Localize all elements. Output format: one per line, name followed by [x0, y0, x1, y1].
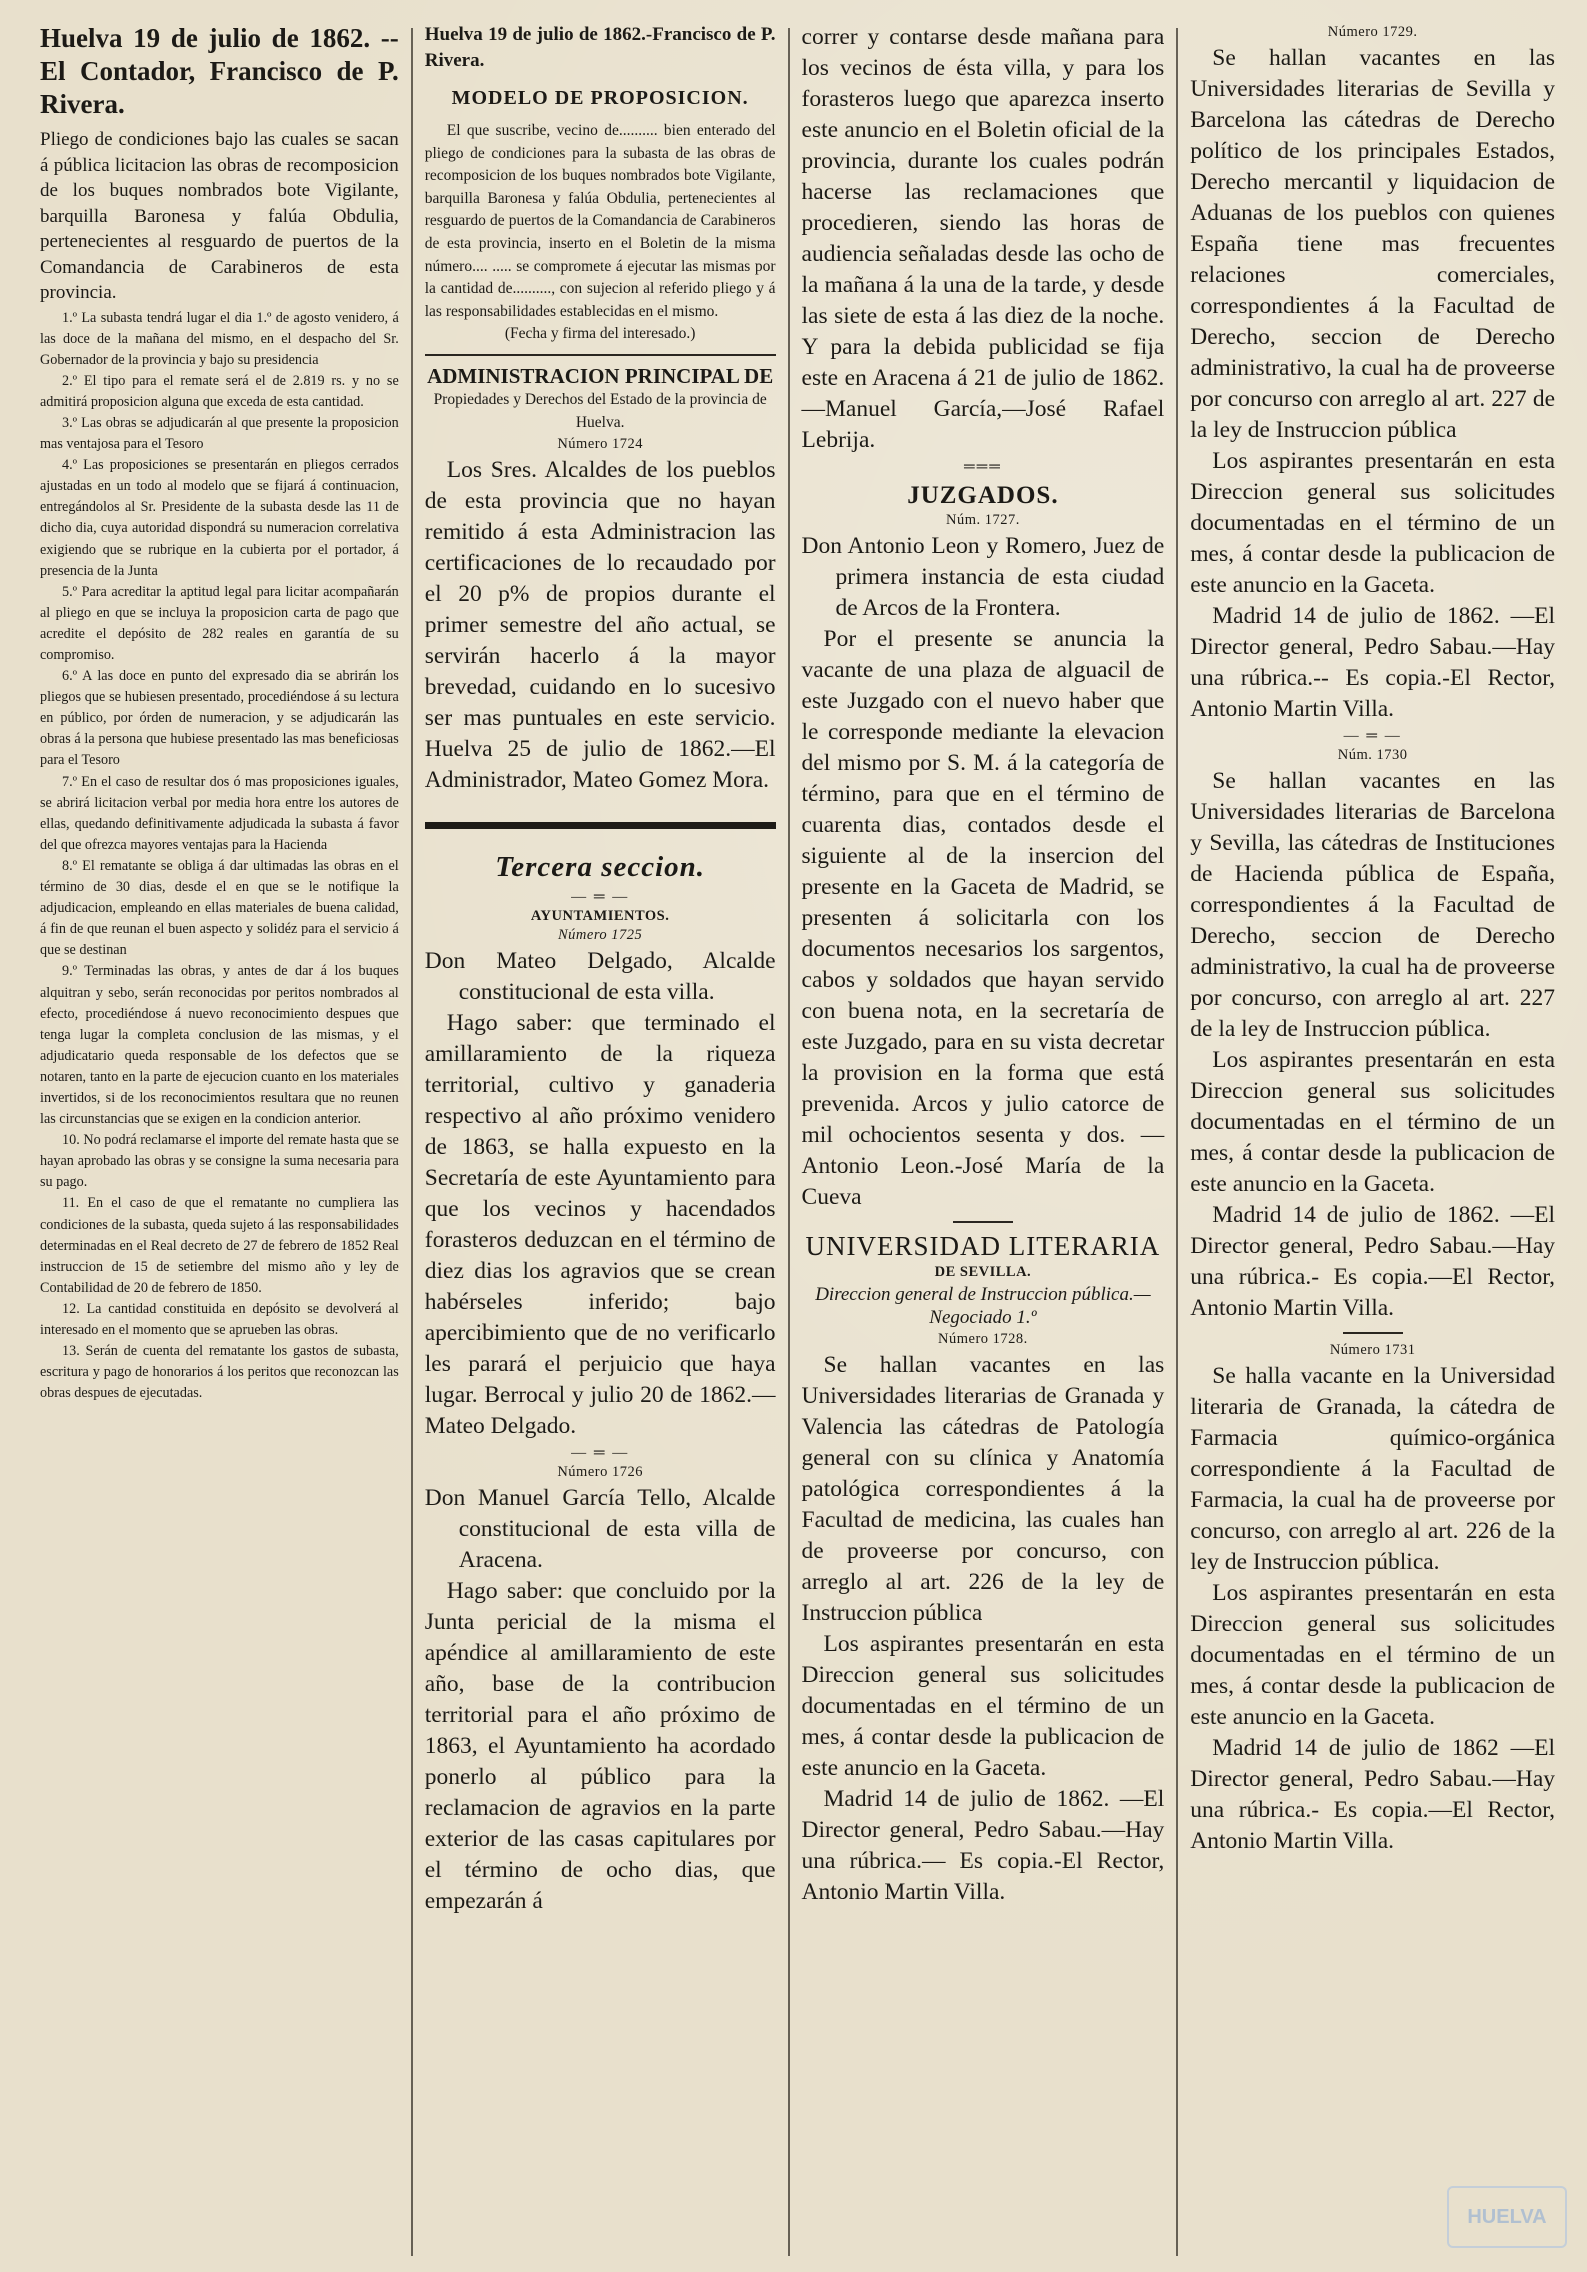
- notice-1730-aspirantes: Los aspirantes presentarán en esta Direccion general sus solicitudes documentadas en el término de un mes, á contar desde la publicacion de este anuncio en la Gaceta.: [1190, 1047, 1556, 1197]
- notice-number: Número 1728.: [938, 1331, 1028, 1347]
- notice-1725-text: Hago saber: que terminado el amillaramiento de la riqueza territorial, cultivo y ganaderia respectivo al año próximo venidero de 1863, se halla expuesto en la Secretaría de este Ayuntamiento para que los vecinos y hacendados forasteros deduzcan en el término de diez dias los agravios que se crean habérseles inferido; bajo apercibimiento que de no verificarlo les parará el perjuicio que haya lugar. Berrocal y julio 20 de 1862.—Mateo Delgado.: [424, 1010, 776, 1440]
- column-divider: [1176, 28, 1178, 2256]
- juzgado-text: Por el presente se anuncia la vacante de una plaza de alguacil de este Juzgado con el nuevo haber que le corresponde mediante la elevacion del mismo por S. M. á la categoría de término, para que en el término de cuarenta dias, contados desde el siguiente al de la insercion del presente en la Gaceta de Madrid, se presenten á solicitarla con los documentos necesarios los sargentos, cabos y soldados que hayan servido con buena nota, en la secretaría de este Juzgado, para en su vista decretar la provision en la forma que está prevenida. Arcos y julio catorce de mil ochocientos sesenta y dos. —Antonio Leon.-José María de la Cueva: [801, 626, 1165, 1210]
- ornament: — ═ —: [1343, 728, 1402, 744]
- admin-notice: Los Sres. Alcaldes de los pueblos de esta provincia que no hayan remitido á esta Administracion las certificaciones de lo recaudado por el 20 p% de propios durante el primer semestre del año actual, se servirán hacerlo á la mayor brevedad, cuidando en lo sucesivo ser mas puntuales en este servicio. Huelva 25 de julio de 1862.—El Administrador, Mateo Gomez Mora.: [424, 457, 776, 794]
- divider: [953, 1221, 1013, 1223]
- column-3: [790, 22, 1177, 2262]
- column-1: [40, 22, 411, 2262]
- notice-1731-signature: Madrid 14 de julio de 1862 —El Director general, Pedro Sabau.—Hay una rúbrica.- Es copia.—El Rector, Antonio Martin Villa.: [1190, 1735, 1556, 1854]
- clauses-list: [40, 308, 399, 1405]
- columns: [40, 22, 1567, 2262]
- divider: [425, 354, 776, 356]
- clause: 11. En el caso de que el rematante no cumpliera las condiciones de la subasta, queda sujeto á las responsabilidades determinadas en el Real decreto de 27 de febrero de 1852 Real instruccion de 15 de setiembre del mismo año y ley de Contabilidad de 20 de febrero de 1850.: [40, 1195, 399, 1296]
- clause: 8.º El rematante se obliga á dar ultimadas las obras en el término de 30 dias, desde el en que se le notifique la adjudicacion, empleando en ellas materiales de buena calidad, á fin de que reunan el buen aspecto y solidéz para el servicio á que se destinan: [40, 857, 399, 959]
- ayuntamientos-title: AYUNTAMIENTOS.: [530, 908, 670, 925]
- modelo-title: MODELO DE PROPOSICION.: [451, 87, 749, 109]
- modelo-text: El que suscribe, vecino de.......... bien enterado del pliego de condiciones para la subasta de las obras de recomposicion de los buques nombrados bote Vigilante, barquilla Baronesa y falúa Obdulia, pertenecientes al resguardo de puertos de la Comandancia de Carabineros de esta provincia, inserto en el Boletin de la misma número.... ..... se compromete á ejecutar las mismas por la cantidad de.........., con sujecion al referido pliego y á las responsabilidades establecidas en el mismo.: [424, 122, 776, 320]
- clause: 2.º El tipo para el remate será el de 2.819 rs. y no se admitirá proposicion alguna que exceda de esta cantidad.: [40, 372, 399, 410]
- notice-number: Núm. 1727.: [945, 512, 1020, 528]
- divider: [1343, 1332, 1403, 1334]
- notice-1730-signature: Madrid 14 de julio de 1862. —El Director general, Pedro Sabau.—Hay una rúbrica.- Es copia.—El Rector, Antonio Martin Villa.: [1190, 1202, 1556, 1321]
- clause: 10. No podrá reclamarse el importe del remate hasta que se hayan aprobado las obras y se consigne la suma necesaria para su pago.: [40, 1132, 399, 1191]
- universidad-subtitle: DE SEVILLA.: [934, 1264, 1032, 1280]
- juzgado-intro: Don Antonio Leon y Romero, Juez de primera instancia de esta ciudad de Arcos de la Frontera.: [801, 533, 1165, 621]
- notice-number: Núm. 1730: [1337, 747, 1408, 763]
- archive-stamp: HUELVA: [1447, 2186, 1567, 2248]
- ornament: — ═ —: [571, 1445, 630, 1462]
- direccion-general: Direccion general de Instruccion pública.—Negociado 1.º: [815, 1284, 1151, 1328]
- notice-1729-signature: Madrid 14 de julio de 1862. —El Director general, Pedro Sabau.—Hay una rúbrica.-- Es copia.-El Rector, Antonio Martin Villa.: [1190, 603, 1556, 722]
- notice-number: Número 1726: [557, 1464, 643, 1481]
- notice-1728-text: Se hallan vacantes en las Universidades literarias de Granada y Valencia las cátedras de Patología general con su clínica y Anatomía patológica correspondientes á la Facultad de medicina, las cuales han de proveerse por concurso, con arreglo al art. 226 de la ley de Instruccion pública: [801, 1352, 1165, 1626]
- notice-1728-aspirantes: Los aspirantes presentarán en esta Direccion general sus solicitudes documentadas en el término de un mes, á contar desde la publicacion de este anuncio en la Gaceta.: [801, 1631, 1165, 1781]
- column-divider: [411, 28, 413, 2256]
- pliego-title: Pliego de condiciones bajo las cuales se sacan á pública licitacion las obras de recomposicion de los buques nombrados bote Vigilante, barquilla Baronesa y falúa Obdulia, pertenecientes al resguardo de puertos de la Comandancia de Carabineros de esta provincia.: [40, 129, 399, 303]
- admin-number: Número 1724: [557, 436, 643, 453]
- clause: 4.º Las proposiciones se presentarán en pliegos cerrados ajustadas en un todo al modelo que se fijará á continuacion, entregándolos al Sr. Presidente de la subasta desde las 11 de dicho dia, cuya autoridad dispondrá su numeracion correlativa exigiendo que se rubrique en la cubierta por el portador, á presencia de la Junta: [40, 457, 399, 579]
- notice-number: Número 1725: [557, 927, 643, 944]
- notice-1726-intro: Don Manuel García Tello, Alcalde constitucional de esta villa de Aracena.: [424, 1485, 776, 1574]
- juzgados-title: JUZGADOS.: [907, 482, 1059, 509]
- notice-1731-aspirantes: Los aspirantes presentarán en esta Direccion general sus solicitudes documentadas en el término de un mes, á contar desde la publicacion de este anuncio en la Gaceta.: [1190, 1580, 1556, 1730]
- notice-1730-text: Se hallan vacantes en las Universidades literarias de Barcelona y Sevilla, las cátedras de Instituciones de Hacienda pública de España, correspondientes á la Facultad de Derecho, seccion de Derecho administrativo, la cual ha de proveerse por concurso, con arreglo al art. 227 de la ley de Instruccion pública.: [1190, 768, 1556, 1042]
- ornament: ═══: [963, 459, 1002, 475]
- modelo-sign: (Fecha y firma del interesado.): [504, 325, 696, 343]
- section-rule: [425, 822, 776, 829]
- notice-1726-continued: correr y contarse desde mañana para los vecinos de ésta villa, y para los forasteros luego que aparezca inserto este anuncio en el Boletin oficial de la provincia, durante los cuales podrán hacerse las reclamaciones que procedieren, siendo las horas de audiencia señaladas desde las ocho de la mañana á la una de la tarde, y desde las siete de esta á las diez de la noche. Y para la debida publicidad se fija este en Aracena á 21 de julio de 1862. —Manuel García,—José Rafael Lebrija.: [801, 24, 1165, 453]
- admin-title: ADMINISTRACION PRINCIPAL DE: [427, 363, 774, 388]
- notice-1731-text: Se halla vacante en la Universidad literaria de Granada, la cátedra de Farmacia químico-orgánica correspondiente á la Facultad de Farmacia, la cual ha de proveerse por concurso, con arreglo al art. 226 de la ley de Instruccion pública.: [1190, 1363, 1556, 1575]
- clause: 7.º En el caso de resultar dos ó mas proposiciones iguales, se abrirá licitacion verbal por media hora entre los autores de ellas, quedando definitivamente adjudicada la subasta á favor del que ofrezca mayores ventajas para la Hacienda: [40, 773, 399, 853]
- clause: 12. La cantidad constituida en depósito se devolverá al interesado en el momento que se aprueben las obras.: [40, 1300, 399, 1338]
- section-title: Tercera seccion.: [495, 851, 706, 884]
- notice-1728-signature: Madrid 14 de julio de 1862. —El Director general, Pedro Sabau.—Hay una rúbrica.— Es copia.-El Rector, Antonio Martin Villa.: [801, 1786, 1165, 1905]
- notice-1729-aspirantes: Los aspirantes presentarán en esta Direccion general sus solicitudes documentadas en el término de un mes, á contar desde la publicacion de este anuncio en la Gaceta.: [1190, 448, 1556, 598]
- notice-1726-text: Hago saber: que concluido por la Junta pericial de la misma el apéndice al amillaramiento de este año, base de la contribucion territorial para el año próximo de 1863, el Ayuntamiento ha acordado ponerlo al público para la reclamacion de agravios en la parte exterior de las casas capitulares por el término de ocho dias, que empezarán á: [424, 1578, 776, 1915]
- universidad-title: UNIVERSIDAD LITERARIA: [805, 1231, 1161, 1261]
- column-divider: [788, 28, 790, 2256]
- clause: 9.º Terminadas las obras, y antes de dar á los buques alquitran y sebo, serán reconocidas por peritos nombrados al efecto, procediéndose á nuevo reconocimiento despues que tenga lugar la completa conclusion de las mismas, y el adjudicatario queda responsable de los defectos que se notaren, tanto en la parte de ejecucion cuanto en los materiales invertidos, si de los reconocimientos resultara que no reunen las circunstancias que se exigen en la condicion anterior.: [40, 963, 399, 1128]
- col2-header: Huelva 19 de julio de 1862.-Francisco de P. Rivera.: [424, 24, 776, 71]
- notice-1729-text: Se hallan vacantes en las Universidades literarias de Sevilla y Barcelona las cátedras de Derecho político de los principales Estados, Derecho mercantil y liquidacion de Aduanas de los pueblos con quienes España tiene mas frecuentes relaciones comerciales, correspondientes á la Facultad de Derecho, seccion de Derecho administrativo, la cual ha de proveerse por concurso con arreglo al art. 227 de la ley de Instruccion pública: [1190, 45, 1556, 443]
- column-2: [413, 22, 788, 2262]
- notice-1725-intro: Don Mateo Delgado, Alcalde constitucional de esta villa.: [424, 948, 776, 1006]
- clause: 1.º La subasta tendrá lugar el dia 1.º de agosto venidero, á las doce de la mañana del mismo, en el despacho del Sr. Gobernador de la provincia y bajo su presidencia: [40, 309, 399, 368]
- clause: 13. Serán de cuenta del rematante los gastos de subasta, escritura y pago de honorarios á los peritos que reconozcan las obras despues de ejecutadas.: [40, 1343, 399, 1402]
- clause: 5.º Para acreditar la aptitud legal para licitar acompañarán al pliego en que se incluya la proposicion carta de pago que acredite el depósito de 282 reales en garantía de su compromiso.: [40, 583, 399, 663]
- ornament: — ═ —: [571, 889, 630, 906]
- notice-number: Número 1731: [1329, 1342, 1416, 1358]
- notice-number: Número 1729.: [1327, 24, 1418, 40]
- col1-header: Huelva 19 de julio de 1862. --El Contador, Francisco de P. Rivera.: [40, 23, 399, 119]
- clause: 3.º Las obras se adjudicarán al que presente la proposicion mas ventajosa para el Tesoro: [40, 414, 399, 453]
- column-4: [1178, 22, 1567, 2262]
- admin-subtitle: Propiedades y Derechos del Estado de la provincia de Huelva.: [433, 390, 767, 431]
- clause: 6.º A las doce en punto del expresado dia se abrirán los pliegos que se hubiesen presentado, procediéndose á su lectura en público, por órden de numeracion, y se adjudicarán las obras á la persona que hubiese presentado las mas beneficiosas para el Tesoro: [40, 668, 399, 769]
